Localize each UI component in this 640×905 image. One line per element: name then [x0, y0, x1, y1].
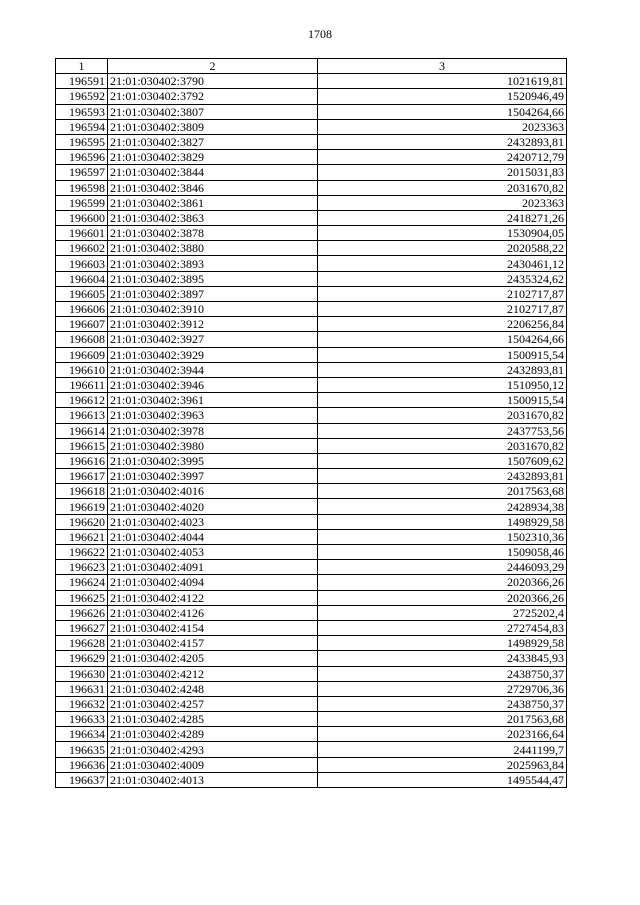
value-cell: 2420712,79 — [318, 150, 567, 165]
cadastral-number-cell: 21:01:030402:3995 — [108, 453, 318, 468]
table-row — [56, 666, 567, 681]
value-cell: 1504264,66 — [318, 332, 567, 347]
value-cell: 2102717,87 — [318, 302, 567, 317]
column-header-2: 2 — [108, 59, 318, 74]
row-number-cell: 196599 — [56, 195, 108, 210]
table-row — [56, 119, 567, 134]
registry-table — [55, 58, 567, 788]
table-row — [56, 772, 567, 787]
table-row — [56, 377, 567, 392]
table-row — [56, 696, 567, 711]
row-number-cell: 196608 — [56, 332, 108, 347]
row-number-cell: 196619 — [56, 499, 108, 514]
cadastral-number-cell: 21:01:030402:3827 — [108, 134, 318, 149]
cadastral-number-cell: 21:01:030402:4020 — [108, 499, 318, 514]
table-row — [56, 423, 567, 438]
cadastral-number-cell: 21:01:030402:4154 — [108, 620, 318, 635]
table-row — [56, 317, 567, 332]
row-number-cell: 196628 — [56, 636, 108, 651]
value-cell: 1502310,36 — [318, 529, 567, 544]
table-row — [56, 469, 567, 484]
row-number-cell: 196591 — [56, 74, 108, 89]
row-number-cell: 196631 — [56, 681, 108, 696]
table-row — [56, 453, 567, 468]
table-row — [56, 362, 567, 377]
table-row — [56, 74, 567, 89]
value-cell: 1021619,81 — [318, 74, 567, 89]
row-number-cell: 196602 — [56, 241, 108, 256]
row-number-cell: 196606 — [56, 302, 108, 317]
cadastral-number-cell: 21:01:030402:3997 — [108, 469, 318, 484]
cadastral-number-cell: 21:01:030402:3980 — [108, 438, 318, 453]
table-row — [56, 605, 567, 620]
value-cell: 1509058,46 — [318, 545, 567, 560]
cadastral-number-cell: 21:01:030402:3792 — [108, 89, 318, 104]
table-row — [56, 575, 567, 590]
value-cell: 2031670,82 — [318, 180, 567, 195]
row-number-cell: 196614 — [56, 423, 108, 438]
cadastral-number-cell: 21:01:030402:4293 — [108, 742, 318, 757]
cadastral-number-cell: 21:01:030402:3829 — [108, 150, 318, 165]
row-number-cell: 196627 — [56, 620, 108, 635]
value-cell: 2729706,36 — [318, 681, 567, 696]
column-header-3: 3 — [318, 59, 567, 74]
value-cell: 2428934,38 — [318, 499, 567, 514]
row-number-cell: 196604 — [56, 271, 108, 286]
table-row — [56, 636, 567, 651]
cadastral-number-cell: 21:01:030402:3961 — [108, 393, 318, 408]
cadastral-number-cell: 21:01:030402:3944 — [108, 362, 318, 377]
value-cell: 2437753,56 — [318, 423, 567, 438]
table-row — [56, 590, 567, 605]
cadastral-number-cell: 21:01:030402:3790 — [108, 74, 318, 89]
table-row — [56, 89, 567, 104]
value-cell: 2020366,26 — [318, 590, 567, 605]
header-row — [56, 59, 567, 74]
row-number-cell: 196633 — [56, 712, 108, 727]
cadastral-number-cell: 21:01:030402:4212 — [108, 666, 318, 681]
cadastral-number-cell: 21:01:030402:3978 — [108, 423, 318, 438]
row-number-cell: 196593 — [56, 104, 108, 119]
table-row — [56, 332, 567, 347]
table-row — [56, 226, 567, 241]
table-row — [56, 620, 567, 635]
table-row — [56, 104, 567, 119]
table-row — [56, 545, 567, 560]
cadastral-number-cell: 21:01:030402:3927 — [108, 332, 318, 347]
row-number-cell: 196617 — [56, 469, 108, 484]
cadastral-number-cell: 21:01:030402:4157 — [108, 636, 318, 651]
cadastral-number-cell: 21:01:030402:4053 — [108, 545, 318, 560]
row-number-cell: 196598 — [56, 180, 108, 195]
value-cell: 2023166,64 — [318, 727, 567, 742]
value-cell: 2435324,62 — [318, 271, 567, 286]
cadastral-number-cell: 21:01:030402:4289 — [108, 727, 318, 742]
row-number-cell: 196622 — [56, 545, 108, 560]
cadastral-number-cell: 21:01:030402:3809 — [108, 119, 318, 134]
value-cell: 2015031,83 — [318, 165, 567, 180]
table-row — [56, 712, 567, 727]
table-row — [56, 393, 567, 408]
cadastral-number-cell: 21:01:030402:4016 — [108, 484, 318, 499]
table-row — [56, 180, 567, 195]
value-cell: 2020366,26 — [318, 575, 567, 590]
cadastral-number-cell: 21:01:030402:3880 — [108, 241, 318, 256]
row-number-cell: 196594 — [56, 119, 108, 134]
value-cell: 2017563,68 — [318, 484, 567, 499]
row-number-cell: 196625 — [56, 590, 108, 605]
cadastral-number-cell: 21:01:030402:4126 — [108, 605, 318, 620]
table-row — [56, 499, 567, 514]
cadastral-number-cell: 21:01:030402:3878 — [108, 226, 318, 241]
table-row — [56, 195, 567, 210]
table-row — [56, 484, 567, 499]
value-cell: 2441199,7 — [318, 742, 567, 757]
value-cell: 1504264,66 — [318, 104, 567, 119]
table-body — [56, 74, 567, 788]
row-number-cell: 196632 — [56, 696, 108, 711]
row-number-cell: 196596 — [56, 150, 108, 165]
cadastral-number-cell: 21:01:030402:3893 — [108, 256, 318, 271]
row-number-cell: 196595 — [56, 134, 108, 149]
row-number-cell: 196615 — [56, 438, 108, 453]
row-number-cell: 196636 — [56, 757, 108, 772]
value-cell: 1500915,54 — [318, 347, 567, 362]
column-header-1: 1 — [56, 59, 108, 74]
cadastral-number-cell: 21:01:030402:4248 — [108, 681, 318, 696]
table-row — [56, 165, 567, 180]
value-cell: 1498929,58 — [318, 636, 567, 651]
cadastral-number-cell: 21:01:030402:3863 — [108, 210, 318, 225]
cadastral-number-cell: 21:01:030402:3844 — [108, 165, 318, 180]
table-row — [56, 651, 567, 666]
row-number-cell: 196603 — [56, 256, 108, 271]
value-cell: 2031670,82 — [318, 438, 567, 453]
row-number-cell: 196600 — [56, 210, 108, 225]
value-cell: 2725202,4 — [318, 605, 567, 620]
cadastral-number-cell: 21:01:030402:3897 — [108, 286, 318, 301]
row-number-cell: 196609 — [56, 347, 108, 362]
cadastral-number-cell: 21:01:030402:3963 — [108, 408, 318, 423]
table-row — [56, 681, 567, 696]
row-number-cell: 196618 — [56, 484, 108, 499]
cadastral-number-cell: 21:01:030402:4091 — [108, 560, 318, 575]
page-number: 1708 — [308, 27, 332, 41]
row-number-cell: 196610 — [56, 362, 108, 377]
table-row — [56, 560, 567, 575]
value-cell: 2433845,93 — [318, 651, 567, 666]
row-number-cell: 196635 — [56, 742, 108, 757]
table-row — [56, 742, 567, 757]
value-cell: 2023363 — [318, 119, 567, 134]
row-number-cell: 196621 — [56, 529, 108, 544]
table-row — [56, 408, 567, 423]
table-row — [56, 256, 567, 271]
cadastral-number-cell: 21:01:030402:3846 — [108, 180, 318, 195]
cadastral-number-cell: 21:01:030402:3910 — [108, 302, 318, 317]
value-cell: 1495544,47 — [318, 772, 567, 787]
row-number-cell: 196624 — [56, 575, 108, 590]
value-cell: 1507609,62 — [318, 453, 567, 468]
value-cell: 1530904,05 — [318, 226, 567, 241]
cadastral-number-cell: 21:01:030402:3895 — [108, 271, 318, 286]
cadastral-number-cell: 21:01:030402:4044 — [108, 529, 318, 544]
row-number-cell: 196597 — [56, 165, 108, 180]
value-cell: 2438750,37 — [318, 666, 567, 681]
value-cell: 2446093,29 — [318, 560, 567, 575]
cadastral-number-cell: 21:01:030402:4122 — [108, 590, 318, 605]
cadastral-number-cell: 21:01:030402:3946 — [108, 377, 318, 392]
value-cell: 2031670,82 — [318, 408, 567, 423]
cadastral-number-cell: 21:01:030402:3912 — [108, 317, 318, 332]
value-cell: 2020588,22 — [318, 241, 567, 256]
row-number-cell: 196637 — [56, 772, 108, 787]
value-cell: 2102717,87 — [318, 286, 567, 301]
value-cell: 2438750,37 — [318, 696, 567, 711]
cadastral-number-cell: 21:01:030402:4009 — [108, 757, 318, 772]
cadastral-number-cell: 21:01:030402:3929 — [108, 347, 318, 362]
value-cell: 2206256,84 — [318, 317, 567, 332]
row-number-cell: 196601 — [56, 226, 108, 241]
row-number-cell: 196634 — [56, 727, 108, 742]
value-cell: 1500915,54 — [318, 393, 567, 408]
row-number-cell: 196620 — [56, 514, 108, 529]
cadastral-number-cell: 21:01:030402:3861 — [108, 195, 318, 210]
row-number-cell: 196592 — [56, 89, 108, 104]
table-row — [56, 210, 567, 225]
value-cell: 2025963,84 — [318, 757, 567, 772]
value-cell: 2432893,81 — [318, 134, 567, 149]
table-row — [56, 271, 567, 286]
value-cell: 2017563,68 — [318, 712, 567, 727]
value-cell: 2432893,81 — [318, 469, 567, 484]
value-cell: 2430461,12 — [318, 256, 567, 271]
row-number-cell: 196607 — [56, 317, 108, 332]
value-cell: 1510950,12 — [318, 377, 567, 392]
row-number-cell: 196626 — [56, 605, 108, 620]
table-row — [56, 150, 567, 165]
table-row — [56, 134, 567, 149]
table-row — [56, 514, 567, 529]
cadastral-number-cell: 21:01:030402:4023 — [108, 514, 318, 529]
cadastral-number-cell: 21:01:030402:4285 — [108, 712, 318, 727]
row-number-cell: 196623 — [56, 560, 108, 575]
value-cell: 2418271,26 — [318, 210, 567, 225]
table-row — [56, 757, 567, 772]
cadastral-number-cell: 21:01:030402:4257 — [108, 696, 318, 711]
row-number-cell: 196605 — [56, 286, 108, 301]
table-row — [56, 529, 567, 544]
value-cell: 2727454,83 — [318, 620, 567, 635]
table-row — [56, 347, 567, 362]
row-number-cell: 196616 — [56, 453, 108, 468]
row-number-cell: 196630 — [56, 666, 108, 681]
table-row — [56, 438, 567, 453]
row-number-cell: 196612 — [56, 393, 108, 408]
value-cell: 1498929,58 — [318, 514, 567, 529]
table-header — [56, 59, 567, 74]
row-number-cell: 196613 — [56, 408, 108, 423]
row-number-cell: 196629 — [56, 651, 108, 666]
table-row — [56, 302, 567, 317]
value-cell: 1520946,49 — [318, 89, 567, 104]
row-number-cell: 196611 — [56, 377, 108, 392]
cadastral-number-cell: 21:01:030402:4094 — [108, 575, 318, 590]
cadastral-number-cell: 21:01:030402:3807 — [108, 104, 318, 119]
cadastral-number-cell: 21:01:030402:4013 — [108, 772, 318, 787]
table-row — [56, 241, 567, 256]
table-row — [56, 727, 567, 742]
value-cell: 2432893,81 — [318, 362, 567, 377]
table-row — [56, 286, 567, 301]
cadastral-number-cell: 21:01:030402:4205 — [108, 651, 318, 666]
value-cell: 2023363 — [318, 195, 567, 210]
